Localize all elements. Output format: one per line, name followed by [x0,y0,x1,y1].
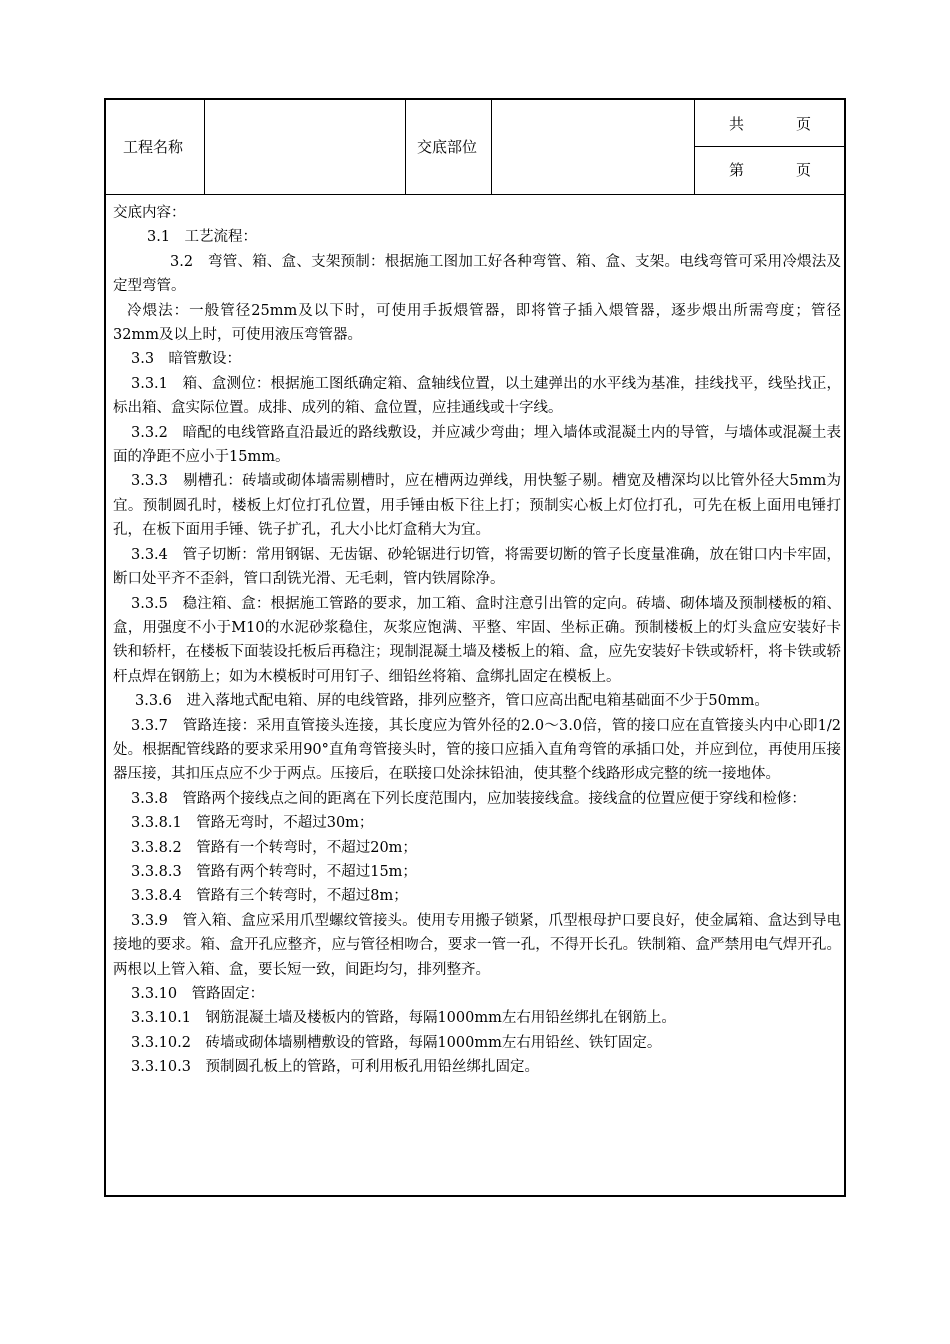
total-pages-prefix: 共 [729,115,745,133]
list-item: 3.3.10.3 预制圆孔板上的管路，可利用板孔用铅丝绑扎固定。 [131,1059,539,1076]
paragraph: 3.3.8 管路两个接线点之间的距离在下列长度范围内，应加装接线盒。接线盒的位置应便于穿线和检修： [131,790,806,807]
section-heading: 3.3 暗管敷设： [131,351,242,368]
paragraph: 3.3.6 进入落地式配电箱、屏的电线管路，排列应整齐，管口应高出配电箱基础面不少于50mm。 [135,693,769,710]
section-heading: 3.3.10 管路固定： [131,986,265,1002]
list-item: 3.3.8.2 管路有一个转弯时，不超过20m； [131,839,417,856]
paragraph: 3.3.9 管入箱、盒应采用爪型螺纹管接头。使用专用搬子锁紧，爪型根母护口要良好，使金属箱、盒达到导电接地的要求。箱、盒开孔应整齐，应与管径相吻合，要求一管一孔，不得开长孔。铁制箱、盒严禁用电气焊开孔。两根以上管入箱、盒，要长短一致，间距均匀，排列整齐。 [113,912,841,978]
divider [204,100,205,194]
paragraph: 3.3.7 管路连接：采用直管接头连接，其长度应为管外径的2.0～3.0倍，管的接口应在直管接头内中心即1/2处。根据配管线路的要求采用90°直角弯管接头时，管的接口应插入直角弯管的承插口处，并应到位，再使用压接器压接，其扣压点应不少于两点。压接后，在联接口处涂抹铅油，使其整个线路形成完整的统一接地体。 [113,717,841,783]
page-no-prefix: 第 [729,161,745,179]
list-item: 3.3.8.4 管路有三个转弯时，不超过8m； [131,888,408,905]
disclosure-content [113,201,841,1080]
location-label: 交底部位 [417,138,478,156]
paragraph: 3.3.3 剔槽孔：砖墙或砌体墙需剔槽时，应在槽两边弹线，用快錾子剔。槽宽及槽深均以比管外径大5mm为宜。预制圆孔时，楼板上灯位打孔位置，用手锤由板下往上打；预制实心板上灯位打孔，可先在板上面用电锤打孔，在板下面用手锤、铣子扩孔，孔大小比灯盒稍大为宜。 [113,473,841,539]
total-pages-suffix: 页 [796,115,812,133]
divider [694,100,695,194]
list-item: 3.3.8.1 管路无弯时，不超过30m； [131,815,374,832]
paragraph: 3.3.4 管子切断：常用钢锯、无齿锯、砂轮锯进行切管，将需要切断的管子长度量准确，放在钳口内卡牢固，断口处平齐不歪斜，管口刮铣光滑、无毛刺，管内铁屑除净。 [113,546,841,588]
paragraph: 3.2 弯管、箱、盒、支架预制：根据施工图加工好各种弯管、箱、盒、支架。电线弯管可采用冷煨法及定型弯管。 [113,253,841,295]
list-item: 3.3.10.1 钢筋混凝土墙及楼板内的管路，每隔1000mm左右用铅丝绑扎在钢筋上。 [131,1010,676,1027]
paragraph: 3.3.5 稳注箱、盒：根据施工管路的要求，加工箱、盒时注意引出管的定向。砖墙、砌体墙及预制楼板的箱、盒，用强度不小于M10的水泥砂浆稳住，灰浆应饱满、平整、牢固、坐标正确。预制楼板上的灯头盒应安装好卡铁和轿杆，在楼板下面装设托板后再稳注；现制混凝土墙及楼板上的箱、盒，应先安装好卡铁或轿杆，将卡铁或轿杆点焊在钢筋上；如为木模板时可用钉子、细铅丝将箱、盒绑扎固定在模板上。 [113,595,841,685]
paragraph: 冷煨法：一般管径25mm及以下时，可使用手扳煨管器，即将管子插入煨管器，逐步煨出所需弯度；管径32mm及以上时，可使用液压弯管器。 [113,302,841,344]
project-name-label: 工程名称 [123,138,184,156]
paragraph: 3.3.2 暗配的电线管路直沿最近的路线敷设，并应减少弯曲；埋入墙体或混凝土内的导管，与墙体或混凝土表面的净距不应小于15mm。 [113,424,841,466]
form-header [106,100,844,195]
list-item: 3.3.10.2 砖墙或砌体墙剔槽敷设的管路，每隔1000mm左右用铅丝、铁钉固定。 [131,1034,662,1051]
divider [491,100,492,194]
divider [694,146,844,147]
paragraph: 3.3.1 箱、盒测位：根据施工图纸确定箱、盒轴线位置，以土建弹出的水平线为基准，挂线找平，线坠找正，标出箱、盒实际位置。成排、成列的箱、盒位置，应挂通线或十字线。 [113,375,841,417]
page-no-suffix: 页 [796,161,812,179]
content-heading: 交底内容： [113,205,186,221]
list-item: 3.3.8.3 管路有两个转弯时，不超过15m； [131,863,417,880]
disclosure-form [104,98,846,1197]
section-heading: 3.1 工艺流程： [147,229,258,246]
divider [405,100,406,194]
